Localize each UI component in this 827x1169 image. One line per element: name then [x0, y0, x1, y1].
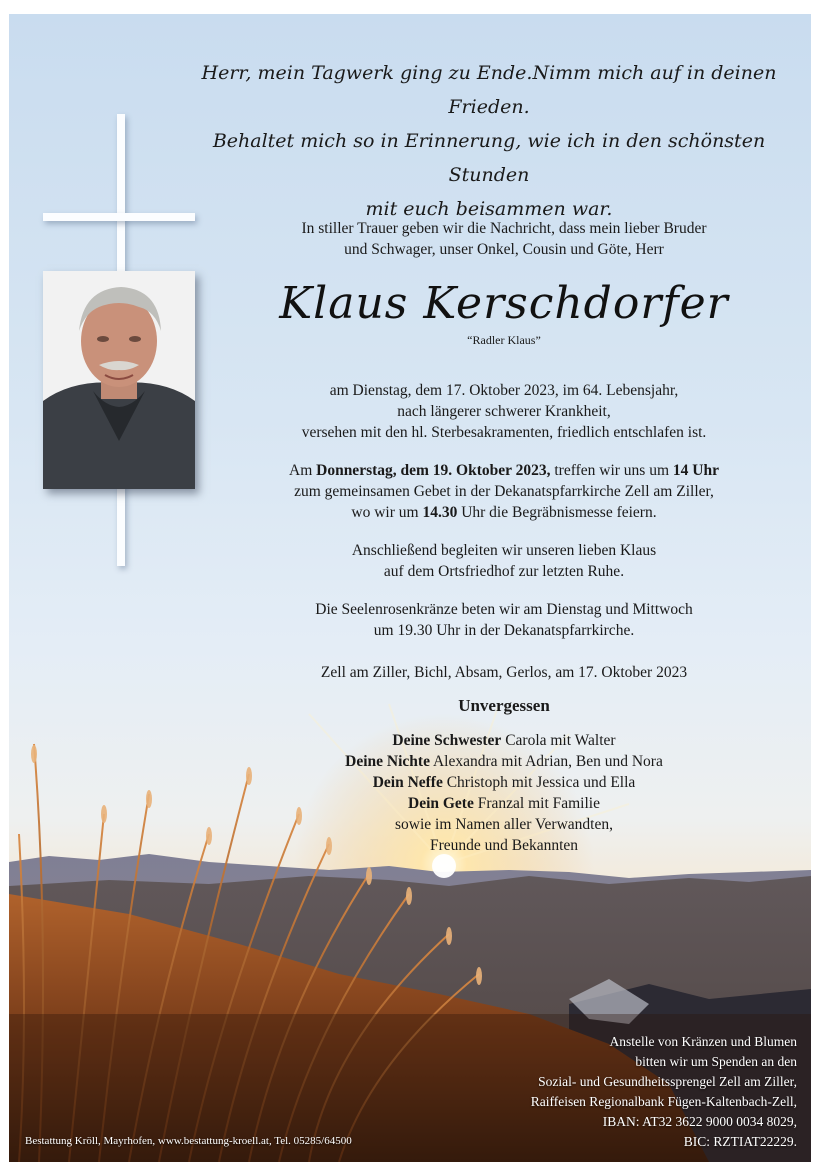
family-member — [229, 772, 779, 793]
motto-verse — [189, 56, 789, 226]
funeral-text: Uhr die Begräbnismesse feiern. — [457, 504, 657, 521]
obituary-card — [9, 14, 811, 1162]
family-role: Deine Schwester — [392, 732, 502, 749]
donation-bic: BIC: RZTIAT22229. — [683, 1134, 797, 1149]
family-names: Carola mit Walter — [501, 732, 616, 749]
death-line: am Dienstag, dem 17. Oktober 2023, im 64. Lebensjahr, — [329, 382, 679, 399]
donation-line: Anstelle von Kränzen und Blumen — [609, 1034, 797, 1049]
donation-line: bitten wir um Spenden an den — [635, 1054, 797, 1069]
motto-line: Behaltet mich so in Erinnerung, wie ich in den schönsten Stunden — [212, 130, 766, 186]
family-closing: sowie im Namen aller Verwandten, — [395, 816, 613, 833]
motto-line: mit euch beisammen war. — [365, 198, 613, 220]
death-notice — [229, 380, 779, 443]
funeral-line — [229, 460, 779, 481]
burial-line: Anschließend begleiten wir unseren lieben Klaus — [351, 542, 657, 559]
funeral-line — [229, 502, 779, 523]
burial-details — [229, 540, 779, 582]
portrait-image — [43, 271, 195, 489]
family-list — [229, 730, 779, 856]
rosary-details — [229, 599, 779, 641]
portrait-photo — [43, 271, 195, 489]
donation-iban: IBAN: AT32 3622 9000 0034 8029, — [602, 1114, 797, 1129]
rosary-line: Die Seelenrosenkränze beten wir am Dienstag und Mittwoch — [315, 601, 693, 618]
family-role: Deine Nichte — [345, 753, 430, 770]
funeral-date: Donnerstag, dem 19. Oktober 2023, — [316, 462, 551, 479]
family-role: Dein Gete — [408, 795, 474, 812]
donation-request — [397, 1032, 797, 1152]
cross-horizontal-beam — [43, 213, 195, 221]
place-and-date: Zell am Ziller, Bichl, Absam, Gerlos, am 17. Oktober 2023 — [320, 664, 688, 681]
family-member — [229, 793, 779, 814]
family-closing: Freunde und Bekannten — [429, 837, 579, 854]
intro-line: und Schwager, unser Onkel, Cousin und Göte, Herr — [344, 241, 664, 258]
deceased-name: Klaus Kerschdorfer — [279, 278, 729, 329]
family-role: Dein Neffe — [372, 774, 443, 791]
funeral-details — [229, 460, 779, 523]
motto-line: Herr, mein Tagwerk ging zu Ende.Nimm mich auf in deinen Frieden. — [201, 62, 777, 118]
mass-time: 14.30 — [422, 504, 458, 521]
funeral-text: Am — [289, 462, 317, 479]
burial-line: auf dem Ortsfriedhof zur letzten Ruhe. — [383, 563, 625, 580]
intro-line: In stiller Trauer geben wir die Nachricht, dass mein lieber Bruder — [301, 220, 707, 237]
announcement-intro — [229, 218, 779, 260]
donation-line: Sozial- und Gesundheitssprengel Zell am Ziller, — [538, 1074, 797, 1089]
funeral-text: treffen wir uns um — [550, 462, 673, 479]
deceased-nickname: “Radler Klaus” — [467, 333, 541, 347]
family-member — [229, 751, 779, 772]
family-member — [229, 730, 779, 751]
donation-line: Raiffeisen Regionalbank Fügen-Kaltenbach-Zell, — [530, 1094, 797, 1109]
funeral-home-footer: Bestattung Kröll, Mayrhofen, www.bestattung-kroell.at, Tel. 05285/64500 — [25, 1135, 352, 1147]
death-line: nach längerer schwerer Krankheit, — [397, 403, 611, 420]
family-names: Christoph mit Jessica und Ella — [442, 774, 636, 791]
family-names: Franzal mit Familie — [473, 795, 600, 812]
death-line: versehen mit den hl. Sterbesakramenten, friedlich entschlafen ist. — [301, 424, 707, 441]
funeral-line: zum gemeinsamen Gebet in der Dekanatspfarrkirche Zell am Ziller, — [294, 483, 714, 500]
unvergessen-heading: Unvergessen — [458, 696, 550, 715]
family-names: Alexandra mit Adrian, Ben und Nora — [429, 753, 663, 770]
funeral-time: 14 Uhr — [672, 462, 719, 479]
rosary-line: um 19.30 Uhr in der Dekanatspfarrkirche. — [373, 622, 635, 639]
funeral-text: wo wir um — [351, 504, 423, 521]
